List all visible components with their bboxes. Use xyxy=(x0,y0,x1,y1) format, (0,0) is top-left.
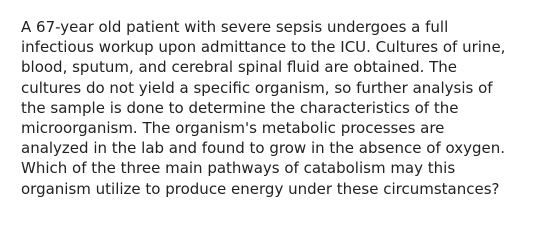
question-line: the sample is done to determine the characteristics of the xyxy=(21,98,459,117)
question-line: blood, sputum, and cerebral spinal fluid are obtained. The xyxy=(21,58,458,77)
question-line: microorganism. The organism's metabolic processes are xyxy=(21,119,445,138)
question-line: cultures do not yield a specific organism, so further analysis of xyxy=(21,78,493,97)
question-line: organism utilize to produce energy under these circumstances? xyxy=(21,179,500,198)
question-line: analyzed in the lab and found to grow in the absence of oxygen. xyxy=(21,139,506,158)
question-line: A 67-year old patient with severe sepsis undergoes a full xyxy=(21,18,449,36)
question-line: infectious workup upon admittance to the ICU. Cultures of urine, xyxy=(21,38,506,57)
question-text xyxy=(21,17,540,199)
question-line: Which of the three main pathways of catabolism may this xyxy=(21,159,456,178)
